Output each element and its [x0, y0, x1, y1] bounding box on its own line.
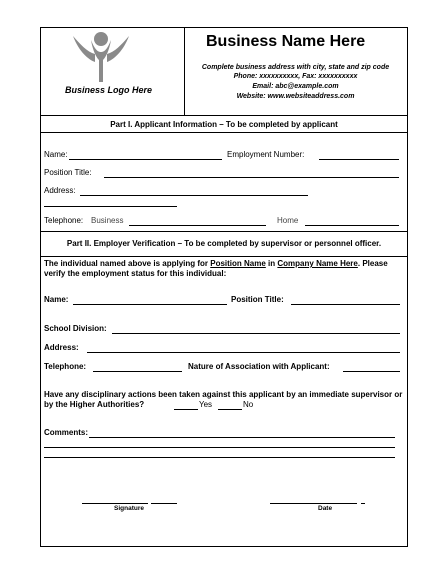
company-name: Company Name Here [277, 259, 358, 268]
business-address: Complete business address with city, state and zip code [201, 64, 390, 71]
part2-position-title-label: Position Title: [231, 295, 284, 304]
part1-address-field-2[interactable] [44, 206, 177, 207]
part1-address-label: Address: [44, 186, 76, 195]
divider [41, 256, 407, 257]
header-divider [184, 28, 185, 115]
part2-telephone-field[interactable] [93, 371, 182, 372]
employment-number-label: Employment Number: [227, 150, 305, 159]
school-division-label: School Division: [44, 324, 107, 333]
business-logo-icon [69, 30, 133, 84]
part1-position-title-field[interactable] [104, 177, 399, 178]
business-phone-fax: Phone: xxxxxxxxxx, Fax: xxxxxxxxxx [233, 73, 358, 80]
nature-of-association-label: Nature of Association with Applicant: [188, 362, 330, 371]
part1-address-field-1[interactable] [80, 195, 308, 196]
part2-name-field[interactable] [73, 304, 227, 305]
business-website: Website: www.websiteaddress.com [236, 93, 355, 100]
divider [41, 231, 407, 232]
part2-intro-line-1 [44, 259, 388, 268]
divider [41, 132, 407, 133]
business-phone-label: Business [91, 216, 124, 225]
no-field[interactable] [218, 409, 242, 410]
form-header [41, 28, 407, 115]
business-phone-field[interactable] [129, 225, 266, 226]
employment-number-field[interactable] [319, 159, 399, 160]
position-name: Position Name [210, 259, 266, 268]
yes-label: Yes [199, 400, 213, 409]
date-field-extension[interactable] [361, 503, 365, 504]
part1-name-label: Name: [44, 150, 68, 159]
divider [41, 115, 407, 116]
business-name: Business Name Here [206, 33, 366, 50]
part1-title: Part I. Applicant Information – To be completed by applicant [110, 120, 338, 129]
part2-address-label: Address: [44, 343, 79, 352]
comments-field-2[interactable] [44, 447, 395, 448]
nature-of-association-field[interactable] [343, 371, 400, 372]
signature-label: Signature [114, 505, 144, 512]
part1-telephone-label: Telephone: [44, 216, 84, 225]
intro-text: The individual named above is applying for [44, 259, 211, 268]
part2-position-title-field[interactable] [291, 304, 400, 305]
disciplinary-question-1: Have any disciplinary actions been taken against this applicant by an immediate supervisor or [44, 390, 403, 399]
part1-name-field[interactable] [69, 159, 222, 160]
part1-position-title-label: Position Title: [44, 168, 92, 177]
signature-field-extension[interactable] [151, 503, 177, 504]
school-division-field[interactable] [112, 333, 400, 334]
verification-form [40, 27, 408, 547]
disciplinary-question-2: by the Higher Authorities? [44, 400, 145, 409]
comments-field-1[interactable] [89, 437, 395, 438]
intro-text: . Please [357, 259, 388, 268]
part2-intro-line-2: verify the employment status for this individual: [44, 269, 227, 278]
logo-text: Business Logo Here [65, 85, 153, 95]
home-phone-label: Home [277, 216, 299, 225]
no-label: No [243, 400, 254, 409]
intro-text: in [265, 259, 278, 268]
comments-field-3[interactable] [44, 457, 395, 458]
business-email: Email: abc@example.com [252, 83, 339, 90]
comments-label: Comments: [44, 428, 89, 437]
date-field[interactable] [270, 503, 357, 504]
signature-field[interactable] [82, 503, 148, 504]
part2-name-label: Name: [44, 295, 69, 304]
date-label: Date [318, 505, 333, 512]
part2-telephone-label: Telephone: [44, 362, 87, 371]
part2-title: Part II. Employer Verification – To be completed by supervisor or personnel officer. [66, 239, 382, 248]
part2-address-field[interactable] [87, 352, 400, 353]
yes-field[interactable] [174, 409, 198, 410]
home-phone-field[interactable] [305, 225, 399, 226]
